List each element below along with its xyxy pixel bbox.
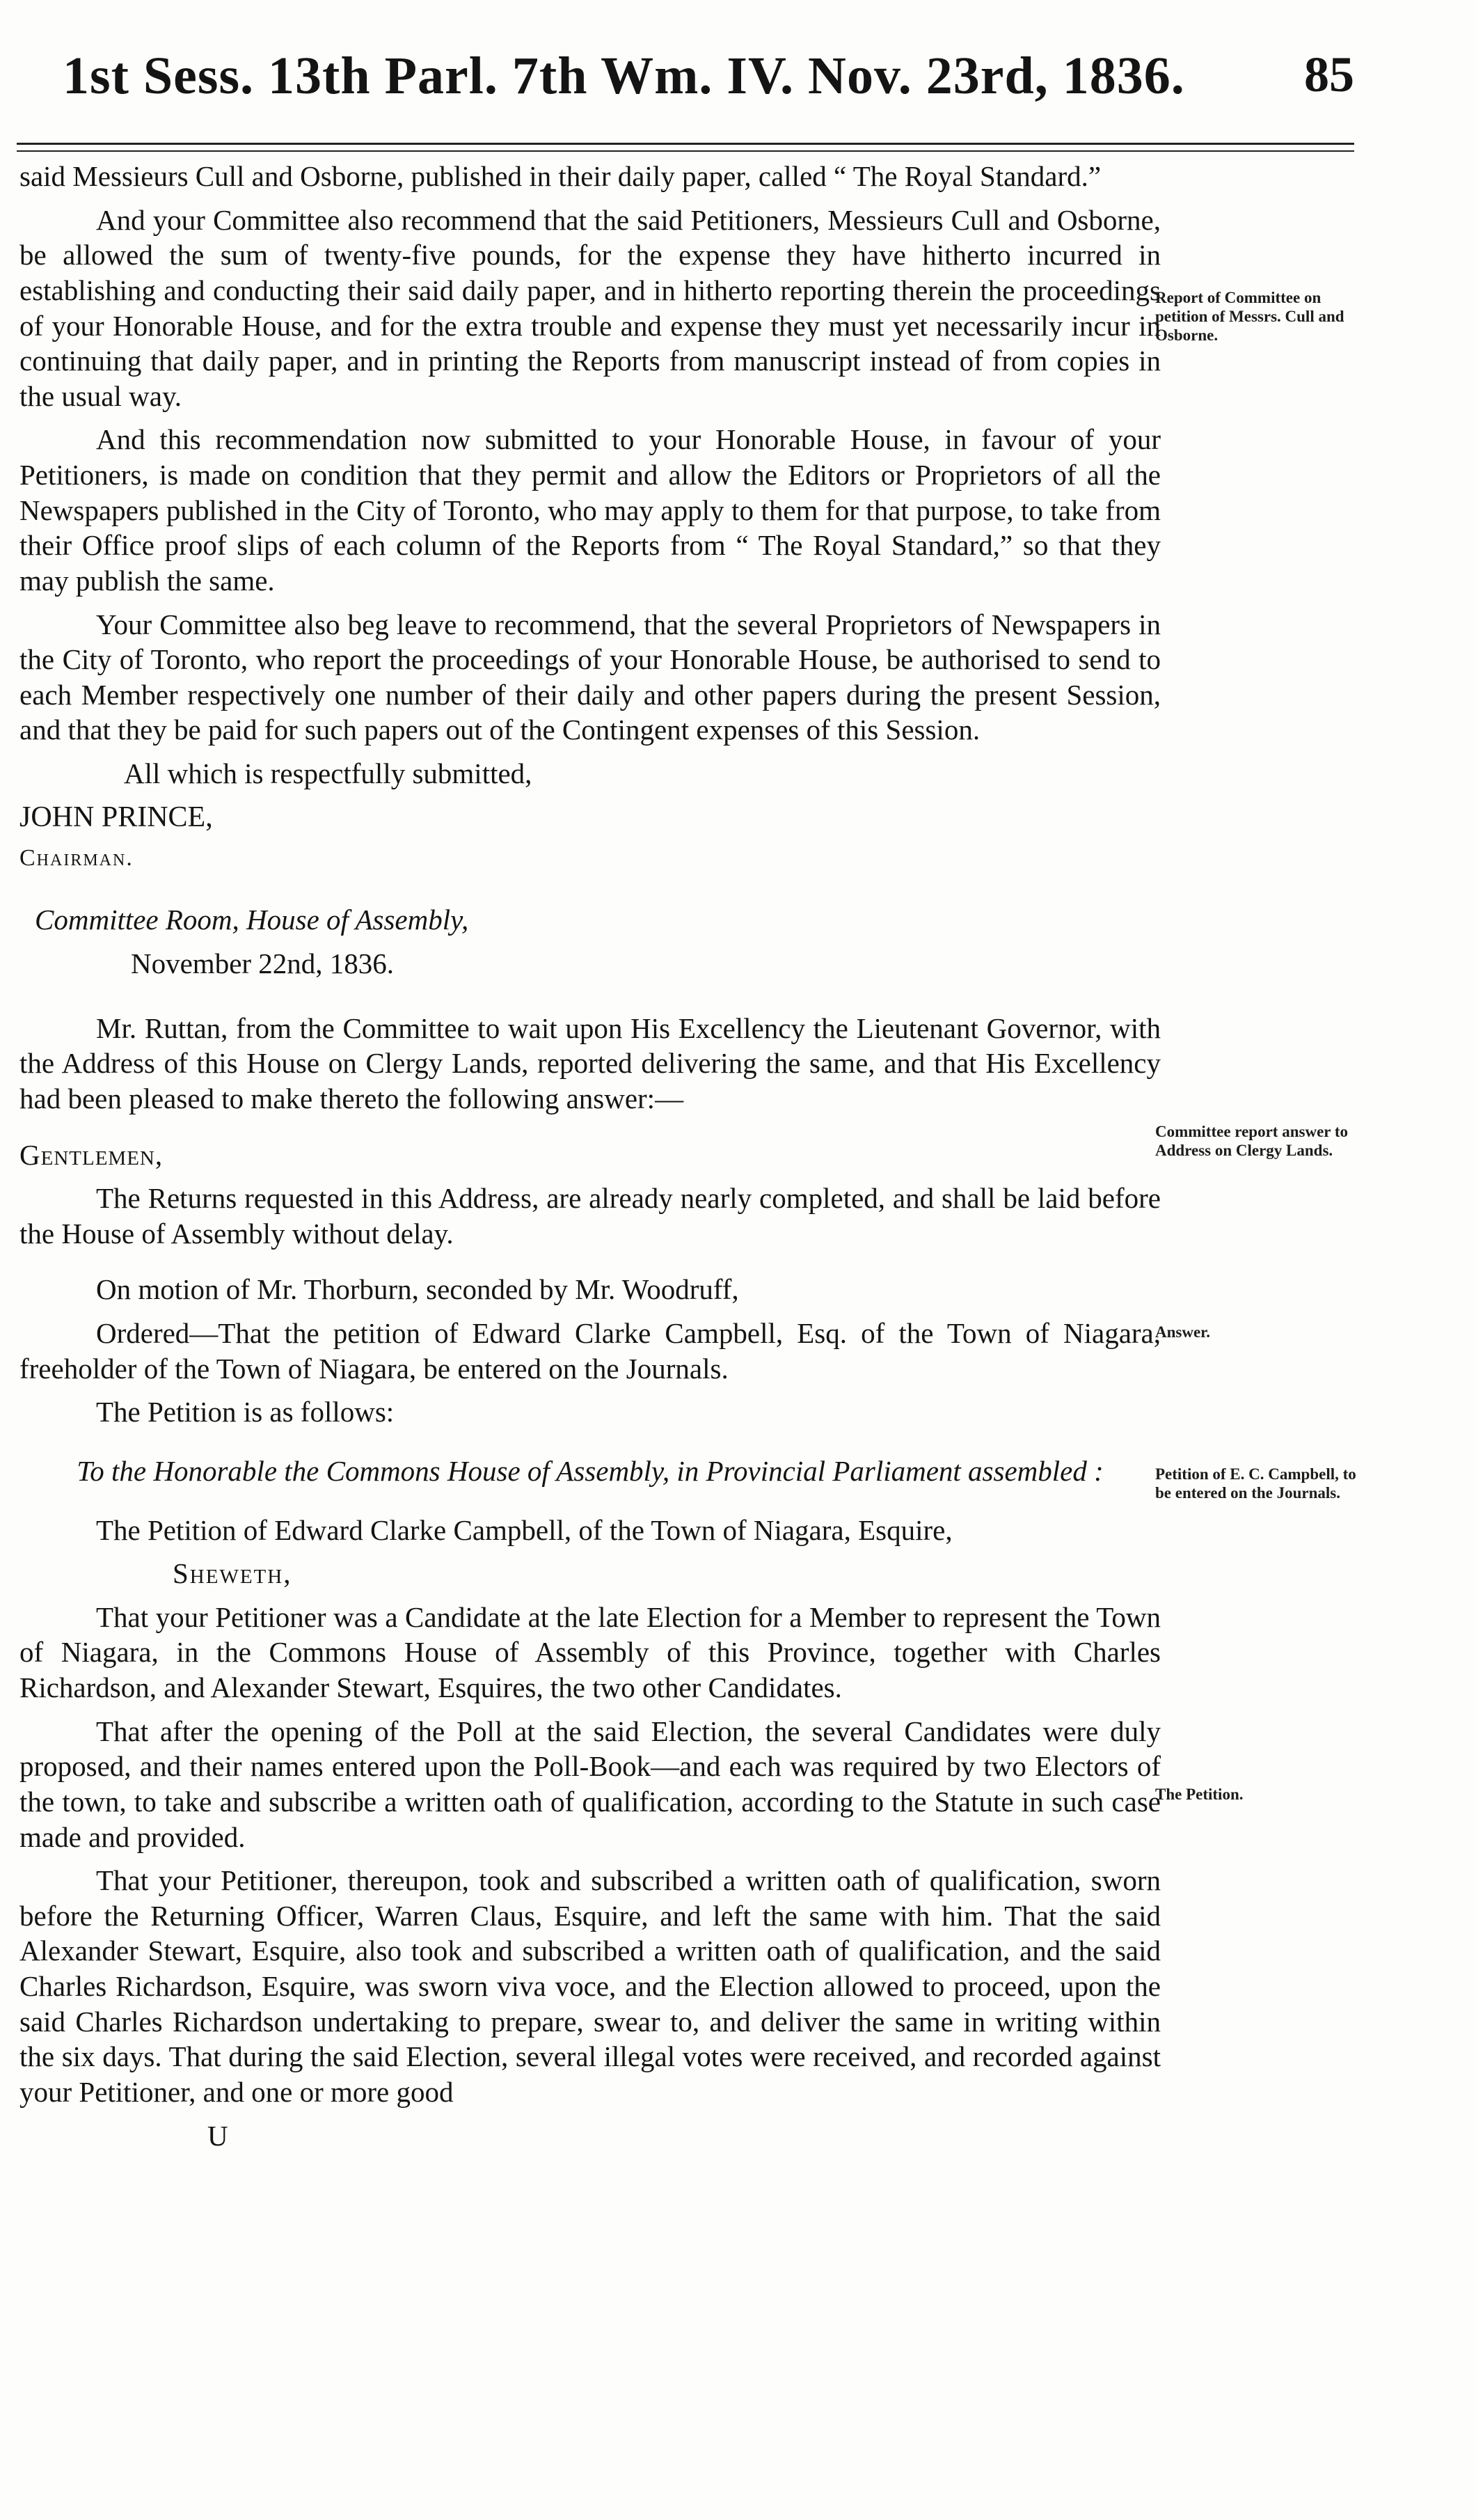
paragraph-proprietors: Your Committee also beg leave to recommend, that the several Proprietors of Newspapers in the City of Toronto, who report the proceedings of your Honorable House, be authorised to send to each Member respectively one number of their daily and other papers during the present Session, and that they be paid for such papers out of the Contingent expenses of this Session. (19, 608, 1161, 746)
paragraph-continued: said Messieurs Cull and Osborne, published in their daily paper, called “ The Royal Standard.” (19, 160, 1102, 192)
paragraph-submitted: All which is respectfully submitted, (124, 757, 532, 789)
paragraph-petition-follows: The Petition is as follows: (96, 1396, 395, 1428)
sheweth-line: Sheweth, (173, 1557, 292, 1590)
petition-address-heading: To the Honorable the Commons House of Assembly, in Provincial Parliament assembled : (77, 1454, 1104, 1487)
margin-note-answer: Answer. (1155, 1323, 1211, 1341)
page-number: 85 (1304, 47, 1354, 102)
salutation: Gentlemen, (19, 1138, 164, 1171)
committee-date-line: November 22nd, 1836. (131, 947, 395, 980)
paragraph-ruttan-report: Mr. Ruttan, from the Committee to wait upon His Excellency the Lieutenant Governor, with the Address of this House on Clergy Lands, reported delivering the same, and that His Excellency had been pleased to make thereto the following answer:— (19, 1011, 1161, 1115)
running-title: 1st Sess. 13th Parl. 7th Wm. IV. Nov. 23rd, 1836. (63, 47, 1185, 105)
paragraph-motion: On motion of Mr. Thorburn, seconded by Mr. Woodruff, (96, 1273, 739, 1306)
header-rule-bottom (17, 150, 1354, 152)
page-header (63, 46, 1354, 129)
signature-title: Chairman. (19, 845, 134, 872)
header-rule-top (17, 143, 1354, 145)
committee-room-line: Committee Room, House of Assembly, (35, 904, 469, 936)
margin-note-clergy-lands: Committee report answer to Address on Clergy Lands. (1155, 1123, 1348, 1160)
margin-note-cull-osborne: Report of Committee on petition of Messrs. Cull and Osborne. (1155, 289, 1344, 345)
paragraph-candidate: That your Petitioner was a Candidate at the late Election for a Member to represent the Town of Niagara, in the Commons House of Assembly of this Province, together with Charles Richardson, and Alexander Stewart, Esquires, the two other Candidates. (19, 1600, 1161, 1704)
paragraph-petition-of: The Petition of Edward Clarke Campbell, of the Town of Niagara, Esquire, (96, 1513, 953, 1546)
signature-mark: U (207, 2119, 228, 2152)
paragraph-ordered: Ordered—That the petition of Edward Clarke Campbell, Esq. of the Town of Niagara, freeholder of the Town of Niagara, be entered on the Journals. (19, 1317, 1161, 1385)
paragraph-recommend-sum: And your Committee also recommend that the said Petitioners, Messieurs Cull and Osborne, be allowed the sum of twenty-five pounds, for the expense they have hitherto incurred in establishing and conducting their said daily paper, and in hitherto reporting therein the proceedings of your Honorable House, and for the extra trouble and expense they must yet necessarily incur in continuing that daily paper, and in printing the Reports from manuscript instead of from copies in the usual way. (19, 203, 1161, 412)
paragraph-oath: That your Petitioner, thereupon, took and subscribed a written oath of qualification, sworn before the Returning Officer, Warren Claus, Esquire, and left the same with him. That the said Alexander Stewart, Esquire, also took and subscribed a written oath of qualification, and the said Charles Richardson, Esquire, was sworn viva voce, and the Election allowed to proceed, upon the said Charles Richardson undertaking to prepare, swear to, and deliver the same in writing within the six days. That during the said Election, several illegal votes were received, and recorded against your Petitioner, and one or more good (19, 1864, 1161, 2108)
paragraph-poll-opening: That after the opening of the Poll at the said Election, the several Candidates were duly proposed, and their names entered upon the Poll-Book—and each was required by two Electors of the town, to take and subscribe a written oath of qualification, according to the Statute in such case made and provided. (19, 1715, 1161, 1853)
margin-note-the-petition: The Petition. (1155, 1786, 1244, 1803)
paragraph-condition: And this recommendation now submitted to your Honorable House, in favour of your Petitioners, is made on condition that they permit and allow the Editors or Proprietors of all the Newspapers published in the City of Toronto, who may apply to them for that purpose, to take from their Office proof slips of each column of the Reports from “ The Royal Standard,” so that they may publish the same. (19, 423, 1161, 597)
main-text (19, 159, 1161, 2161)
signature-name: JOHN PRINCE, (19, 801, 213, 833)
margin-note-campbell-petition: Petition of E. C. Campbell, to be entered on the Journals. (1155, 1465, 1356, 1502)
paragraph-answer: The Returns requested in this Address, are already nearly completed, and shall be laid before the House of Assembly without delay. (19, 1182, 1161, 1250)
